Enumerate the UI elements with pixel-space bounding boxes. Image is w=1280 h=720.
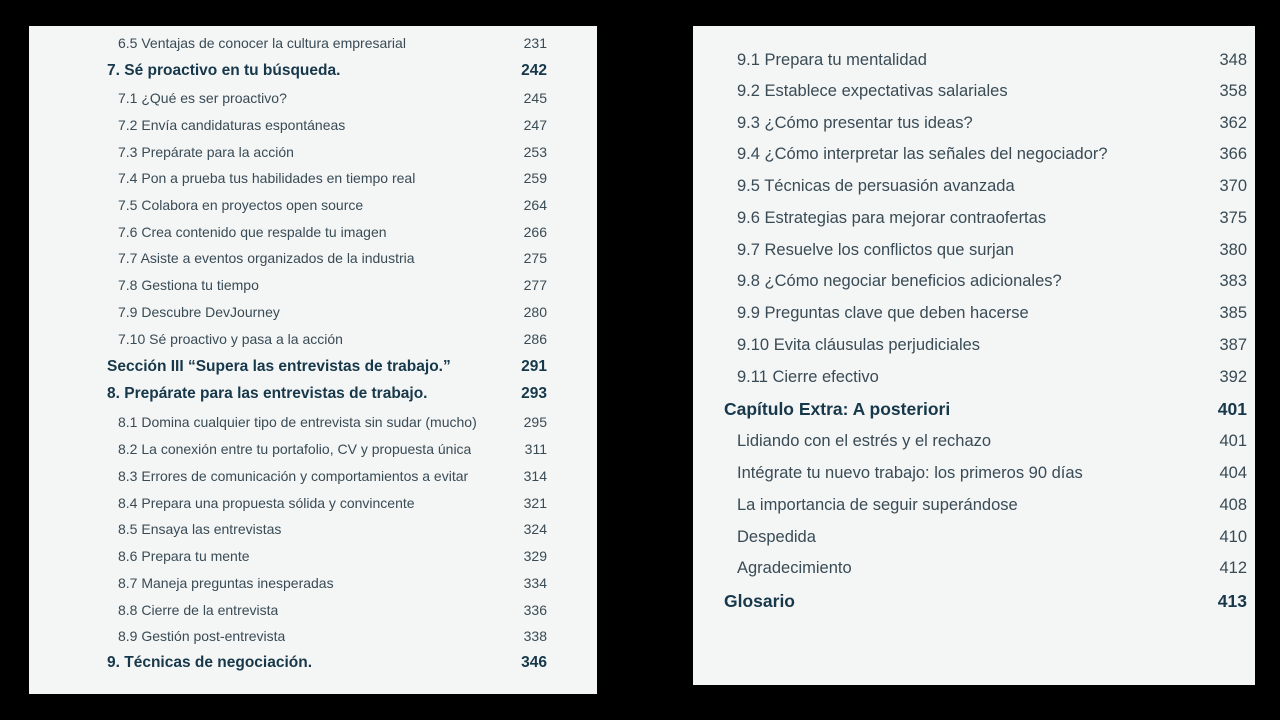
toc-entry-8-1-domina-cualquier-tipo-de-entrevista-sin-sudar- (118, 412, 547, 432)
toc-entry-9-10-evita-clausulas-perjudiciales (737, 333, 1247, 357)
toc-page-number: 401 (1217, 398, 1247, 419)
toc-entry-title: 9.1 Prepara tu mentalidad (737, 50, 927, 69)
toc-entry-8-6-prepara-tu-mente (118, 546, 547, 566)
toc-entry-8-8-cierre-de-la-entrevista (118, 600, 547, 620)
toc-entry-title: 8.4 Prepara una propuesta sólida y convincente (118, 495, 415, 511)
toc-page-number: 401 (1219, 431, 1247, 450)
toc-page-number: 242 (521, 61, 547, 79)
toc-entry-9-8-como-negociar-beneficios-adicionales (737, 269, 1247, 293)
toc-entry-8-7-maneja-preguntas-inesperadas (118, 573, 547, 593)
toc-entry-title: 7.3 Prepárate para la acción (118, 144, 294, 160)
toc-entry-8-3-errores-de-comunicacion-y-comportamientos-a-ev (118, 466, 547, 486)
toc-page-number: 277 (523, 277, 547, 293)
toc-page-right (693, 26, 1255, 685)
toc-page-number: 380 (1219, 240, 1247, 259)
toc-page-number: 385 (1219, 303, 1247, 322)
toc-page-number: 295 (523, 414, 547, 430)
toc-entry-lidiando-con-el-estres-y-el-rechazo (737, 429, 1247, 453)
toc-entry-7-10-se-proactivo-y-pasa-a-la-accion (118, 329, 547, 349)
toc-page-number: 253 (523, 144, 547, 160)
toc-entry-title: 8.5 Ensaya las entrevistas (118, 521, 282, 537)
toc-entry-9-4-como-interpretar-las-senales-del-negociador (737, 142, 1247, 166)
toc-entry-title: 9.4 ¿Cómo interpretar las señales del negociador? (737, 144, 1108, 163)
toc-page-number: 286 (523, 331, 547, 347)
toc-entry-title: 7.6 Crea contenido que respalde tu imagen (118, 224, 387, 240)
toc-entry-title: 7.4 Pon a prueba tus habilidades en tiempo real (118, 170, 416, 186)
toc-page-number: 408 (1219, 495, 1247, 514)
toc-entry-title: Intégrate tu nuevo trabajo: los primeros 90 días (737, 463, 1083, 482)
toc-page-number: 324 (523, 521, 547, 537)
toc-heading-glosario (724, 588, 1247, 614)
toc-page-number: 366 (1219, 144, 1247, 163)
toc-entry-7-3-preparate-para-la-accion (118, 142, 547, 162)
toc-page-number: 336 (523, 602, 547, 618)
toc-page-number: 329 (523, 548, 547, 564)
toc-page-number: 392 (1219, 367, 1247, 386)
toc-entry-9-2-establece-expectativas-salariales (737, 79, 1247, 103)
toc-entry-7-4-pon-a-prueba-tus-habilidades-en-tiempo-real (118, 168, 547, 188)
toc-entry-despedida (737, 525, 1247, 549)
toc-page-number: 311 (524, 441, 547, 457)
toc-page-number: 266 (523, 224, 547, 240)
toc-entry-title: Glosario (724, 590, 795, 611)
toc-entry-7-9-descubre-devjourney (118, 302, 547, 322)
toc-entry-title: 7.2 Envía candidaturas espontáneas (118, 117, 346, 133)
toc-entry-6-5-ventajas-de-conocer-la-cultura-empresarial (118, 33, 547, 53)
toc-page-number: 280 (523, 304, 547, 320)
toc-heading-seccion-iii-supera-las-entrevistas-de-trabajo (107, 356, 547, 378)
toc-page-number: 259 (523, 170, 547, 186)
toc-page-number: 346 (521, 654, 547, 671)
toc-page-number: 245 (523, 90, 547, 106)
toc-entry-title: 9.9 Preguntas clave que deben hacerse (737, 303, 1029, 322)
toc-heading-7-se-proactivo-en-tu-busqueda (107, 60, 547, 82)
toc-page-number: 412 (1219, 558, 1247, 577)
toc-entry-title: 9. Técnicas de negociación. (107, 654, 313, 671)
toc-page-number: 404 (1219, 463, 1247, 482)
toc-page-number: 362 (1219, 113, 1247, 132)
toc-page-number: 375 (1219, 208, 1247, 227)
toc-heading-9-tecnicas-de-negociacion (107, 652, 547, 674)
toc-entry-9-7-resuelve-los-conflictos-que-surjan (737, 238, 1247, 262)
toc-entry-title: 7.5 Colabora en proyectos open source (118, 197, 364, 213)
toc-entry-title: 9.6 Estrategias para mejorar contraofertas (737, 208, 1047, 227)
toc-entry-7-8-gestiona-tu-tiempo (118, 275, 547, 295)
toc-entry-title: 9.5 Técnicas de persuasión avanzada (737, 176, 1015, 195)
toc-entry-title: 9.7 Resuelve los conflictos que surjan (737, 240, 1014, 259)
toc-page-number: 338 (523, 628, 547, 644)
toc-entry-title: 8.2 La conexión entre tu portafolio, CV y propuesta única (118, 441, 472, 457)
toc-entry-title: 9.11 Cierre efectivo (737, 367, 879, 386)
toc-entry-title: 9.2 Establece expectativas salariales (737, 81, 1008, 100)
toc-entry-7-5-colabora-en-proyectos-open-source (118, 195, 547, 215)
toc-heading-capitulo-extra-a-posteriori (724, 396, 1247, 422)
toc-entry-title: 7.8 Gestiona tu tiempo (118, 277, 259, 293)
toc-page-number: 314 (523, 468, 547, 484)
toc-entry-title: 7.9 Descubre DevJourney (118, 304, 280, 320)
toc-entry-7-2-envia-candidaturas-espontaneas (118, 115, 547, 135)
toc-page-number: 413 (1217, 590, 1247, 611)
toc-entry-title: 9.10 Evita cláusulas perjudiciales (737, 335, 981, 354)
toc-page-number: 358 (1219, 81, 1247, 100)
toc-entry-la-importancia-de-seguir-superandose (737, 493, 1247, 517)
toc-entry-title: Capítulo Extra: A posteriori (724, 398, 951, 419)
toc-page-number: 231 (523, 35, 547, 51)
toc-entry-9-5-tecnicas-de-persuasion-avanzada (737, 174, 1247, 198)
toc-entry-8-4-prepara-una-propuesta-solida-y-convincente (118, 493, 547, 513)
toc-page-number: 293 (521, 385, 547, 402)
toc-entry-7-7-asiste-a-eventos-organizados-de-la-industria (118, 248, 547, 268)
toc-entry-title: 8.6 Prepara tu mente (118, 548, 250, 564)
toc-entry-title: 8.8 Cierre de la entrevista (118, 602, 279, 618)
toc-page-number: 383 (1219, 271, 1247, 290)
toc-entry-title: 8. Prepárate para las entrevistas de trabajo. (107, 385, 428, 402)
toc-page-number: 370 (1219, 176, 1247, 195)
toc-entry-title: 8.3 Errores de comunicación y comportamientos a evitar (118, 468, 469, 484)
toc-entry-agradecimiento (737, 556, 1247, 580)
toc-page-number: 264 (523, 197, 547, 213)
toc-entry-title: La importancia de seguir superándose (737, 495, 1018, 514)
toc-entry-title: Sección III “Supera las entrevistas de trabajo.” (107, 357, 451, 375)
toc-page-left (29, 26, 597, 694)
toc-entry-9-1-prepara-tu-mentalidad (737, 48, 1247, 72)
toc-entry-title: 6.5 Ventajas de conocer la cultura empresarial (118, 35, 406, 51)
toc-page-number: 247 (523, 117, 547, 133)
toc-entry-9-9-preguntas-clave-que-deben-hacerse (737, 301, 1247, 325)
toc-page-number: 334 (523, 575, 547, 591)
toc-entry-title: 8.7 Maneja preguntas inesperadas (118, 575, 334, 591)
toc-entry-title: 9.8 ¿Cómo negociar beneficios adicionales? (737, 271, 1062, 290)
toc-entry-integrate-tu-nuevo-trabajo-los-primeros-90-dias (737, 461, 1247, 485)
toc-entry-9-11-cierre-efectivo (737, 365, 1247, 389)
toc-entry-title: 9.3 ¿Cómo presentar tus ideas? (737, 113, 973, 132)
toc-entry-8-2-la-conexion-entre-tu-portafolio-cv-y-propuesta (118, 439, 547, 459)
toc-page-number: 291 (521, 357, 547, 375)
toc-entry-7-1-que-es-ser-proactivo (118, 88, 547, 108)
toc-entry-title: 7.10 Sé proactivo y pasa a la acción (118, 331, 343, 347)
toc-page-number: 348 (1219, 50, 1247, 69)
toc-page-number: 387 (1219, 335, 1247, 354)
toc-heading-8-preparate-para-las-entrevistas-de-trabajo (107, 383, 547, 405)
toc-entry-title: 8.1 Domina cualquier tipo de entrevista sin sudar (mucho) (118, 414, 477, 430)
toc-entry-title: 7.7 Asiste a eventos organizados de la industria (118, 250, 415, 266)
toc-entry-title: Despedida (737, 527, 816, 546)
toc-entry-7-6-crea-contenido-que-respalde-tu-imagen (118, 222, 547, 242)
toc-entry-title: Agradecimiento (737, 558, 852, 577)
toc-entry-title: 7. Sé proactivo en tu búsqueda. (107, 61, 341, 79)
toc-entry-9-3-como-presentar-tus-ideas (737, 111, 1247, 135)
toc-entry-title: Lidiando con el estrés y el rechazo (737, 431, 992, 450)
toc-entry-8-9-gestion-post-entrevista (118, 626, 547, 646)
toc-entry-title: 7.1 ¿Qué es ser proactivo? (118, 90, 287, 106)
toc-entry-9-6-estrategias-para-mejorar-contraofertas (737, 206, 1247, 230)
toc-entry-8-5-ensaya-las-entrevistas (118, 519, 547, 539)
toc-page-number: 321 (523, 495, 547, 511)
toc-page-number: 275 (523, 250, 547, 266)
toc-page-number: 410 (1219, 527, 1247, 546)
toc-entry-title: 8.9 Gestión post-entrevista (118, 628, 286, 644)
